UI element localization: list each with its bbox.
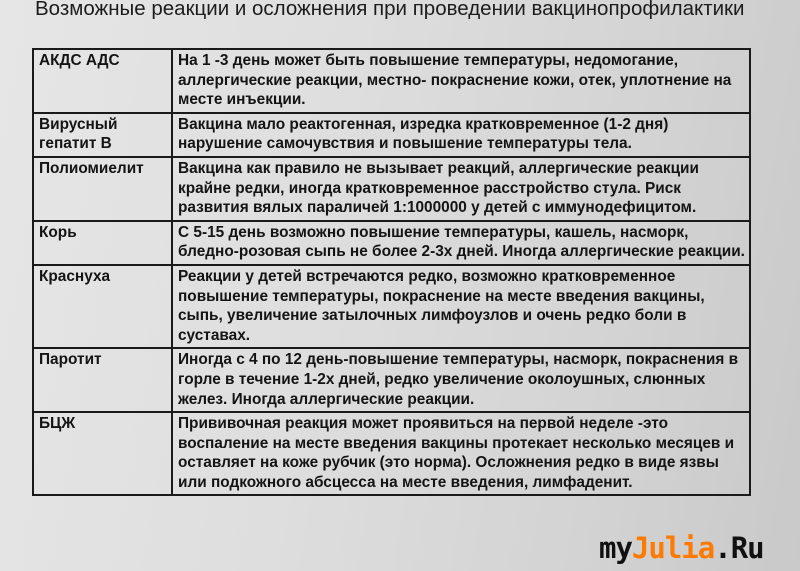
reactions-cell: С 5-15 день возможно повышение температуры, кашель, насморк, бледно-розовая сыпь не более 2-3х дней. Иногда аллергические реакции. xyxy=(172,221,750,265)
table-row xyxy=(33,412,750,495)
table-row xyxy=(33,157,750,221)
watermark-middle: Julia xyxy=(631,531,715,565)
reactions-cell: Вакцина как правило не вызывает реакций, аллергические реакции крайне редки, иногда кратковременное расстройство стула. Риск развития вялых параличей 1:1000000 у детей с иммунодефицитом. xyxy=(172,157,750,221)
vaccine-name-cell: Паротит xyxy=(33,348,172,412)
watermark-prefix: my xyxy=(599,531,632,565)
reactions-cell: На 1 -3 день может быть повышение температуры, недомогание, аллергические реакции, местно- покраснение кожи, отек, уплотнение на месте инъекции. xyxy=(172,49,750,113)
vaccine-name-cell: Корь xyxy=(33,221,172,265)
vaccine-name-cell: Вирусный гепатит В xyxy=(33,113,172,157)
reactions-cell: Иногда с 4 по 12 день-повышение температуры, насморк, покраснения в горле в течение 1-2х дней, редко увеличение околоушных, слюнных желез. Иногда аллергические реакции. xyxy=(172,348,750,412)
reactions-cell: Прививочная реакция может проявиться на первой неделе -это воспаление на месте введения вакцины протекает несколько месяцев и оставляет на коже рубчик (это норма). Осложнения редко в виде язвы или подкожного абсцесса на месте введения, лимфаденит. xyxy=(172,412,750,495)
watermark-suffix: .Ru xyxy=(714,531,764,565)
table-row xyxy=(33,113,750,157)
table-row xyxy=(33,221,750,265)
vaccine-name-cell: БЦЖ xyxy=(33,412,172,495)
vaccine-name-cell: Краснуха xyxy=(33,265,172,348)
vaccine-name-cell: АКДС АДС xyxy=(33,49,172,113)
reactions-cell: Вакцина мало реактогенная, изредка кратковременное (1-2 дня) нарушение самочувствия и повышение температуры тела. xyxy=(172,113,750,157)
reactions-cell: Реакции у детей встречаются редко, возможно кратковременное повышение температуры, покраснение на месте введения вакцины, сыпь, увеличение затылочных лимфоузлов и очень редко боли в суставах. xyxy=(172,265,750,348)
table-row xyxy=(33,49,750,113)
vaccination-reactions-table xyxy=(32,48,751,496)
table-row xyxy=(33,348,750,412)
table-row xyxy=(33,265,750,348)
vaccine-name-cell: Полиомиелит xyxy=(33,157,172,221)
site-watermark-logo xyxy=(599,531,764,565)
page-title: Возможные реакции и осложнения при проведении вакцинопрофилактики xyxy=(35,0,745,20)
